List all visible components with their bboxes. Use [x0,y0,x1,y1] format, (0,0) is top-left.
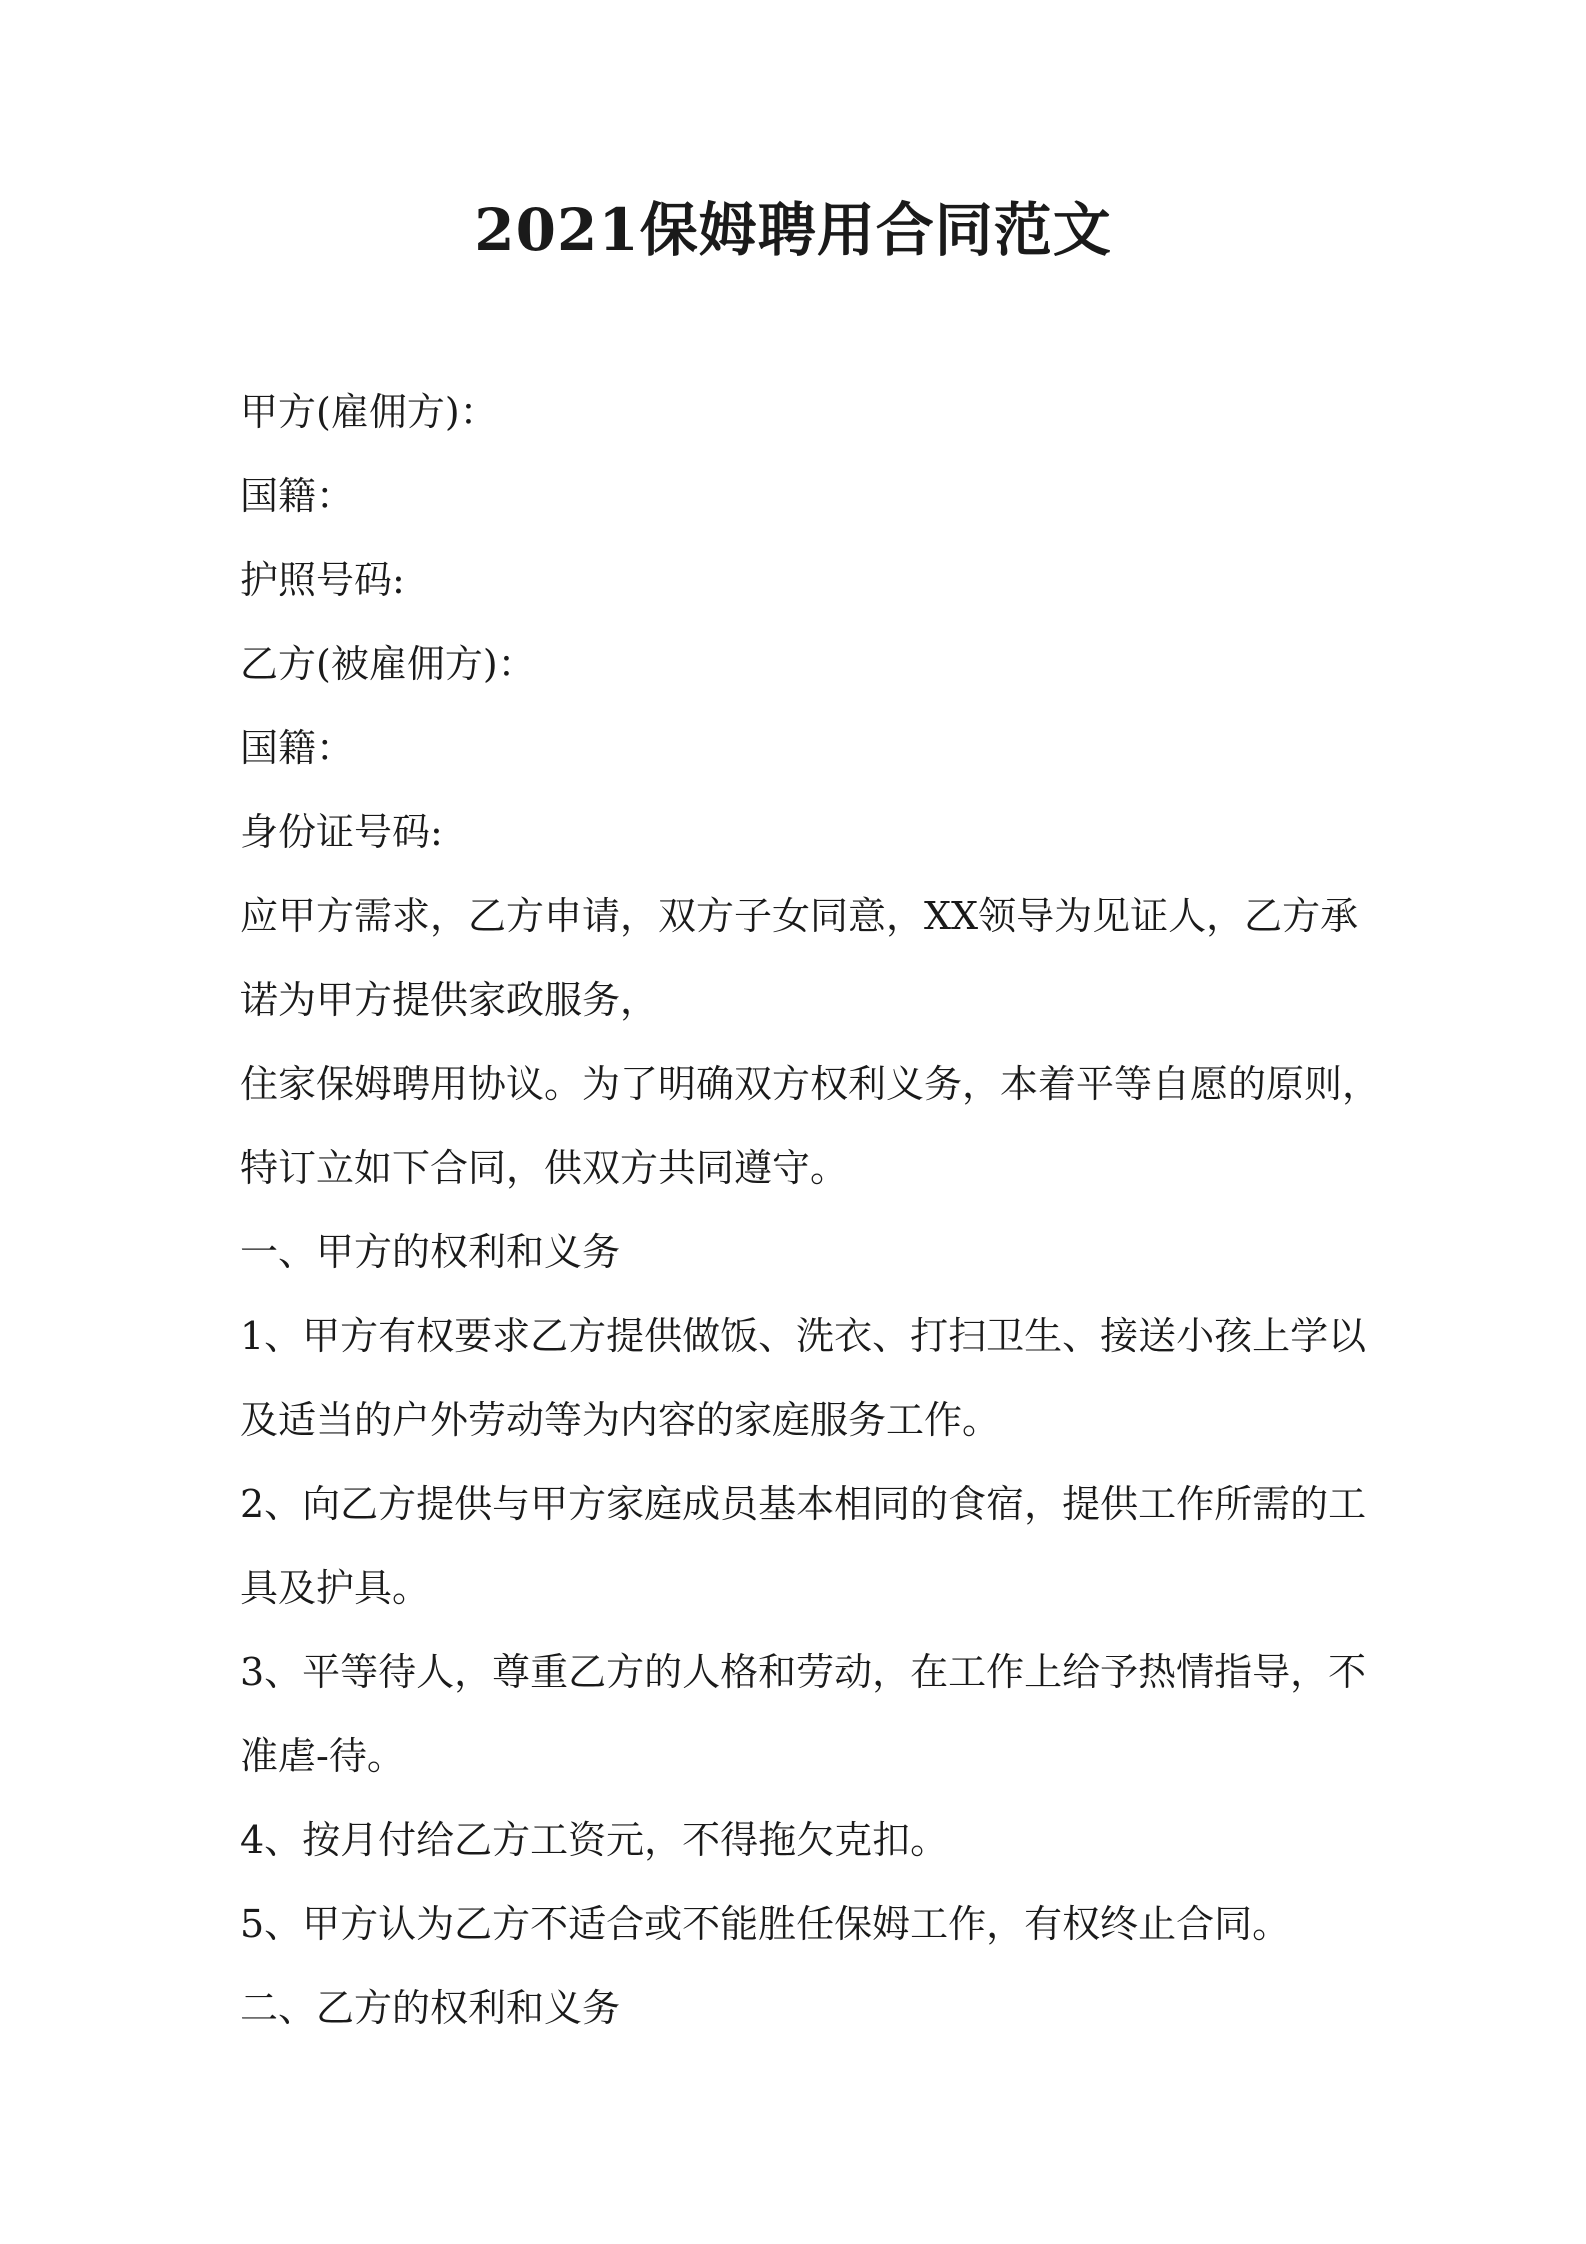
preamble-line: 特订立如下合同，供双方共同遵守。 [240,1146,849,1190]
clause-line: 3、平等待人，尊重乙方的人格和劳动，在工作上给予热情指导，不 [240,1650,1367,1694]
document-title: 2021保姆聘用合同范文 [474,196,1112,264]
clause-line: 及适当的户外劳动等为内容的家庭服务工作。 [240,1398,1001,1442]
clause-line: 5、甲方认为乙方不适合或不能胜任保姆工作，有权终止合同。 [240,1902,1291,1946]
section-heading-2: 二、乙方的权利和义务 [240,1986,621,2030]
party-b-id-number: 身份证号码: [240,810,443,854]
clause-line: 准虐-待。 [240,1734,405,1778]
section-heading-1: 一、甲方的权利和义务 [240,1230,621,1274]
clause-line: 具及护具。 [240,1566,431,1610]
preamble-line: 应甲方需求，乙方申请，双方子女同意，XX领导为见证人，乙方承 [240,894,1359,938]
clause-line: 4、按月付给乙方工资元，不得拖欠克扣。 [240,1818,949,1862]
preamble-line: 住家保姆聘用协议。为了明确双方权利义务，本着平等自愿的原则， [240,1062,1381,1106]
party-a-label: 甲方(雇佣方)： [240,390,498,434]
preamble-line: 诺为甲方提供家政服务， [240,978,659,1022]
party-a-nationality: 国籍： [240,474,355,518]
party-a-passport: 护照号码: [240,558,405,602]
clause-line: 2、向乙方提供与甲方家庭成员基本相同的食宿，提供工作所需的工 [240,1482,1367,1526]
clause-line: 1、甲方有权要求乙方提供做饭、洗衣、打扫卫生、接送小孩上学以 [240,1314,1367,1358]
party-b-nationality: 国籍： [240,726,355,770]
party-b-label: 乙方(被雇佣方)： [240,642,536,686]
document-body [240,370,1381,2050]
